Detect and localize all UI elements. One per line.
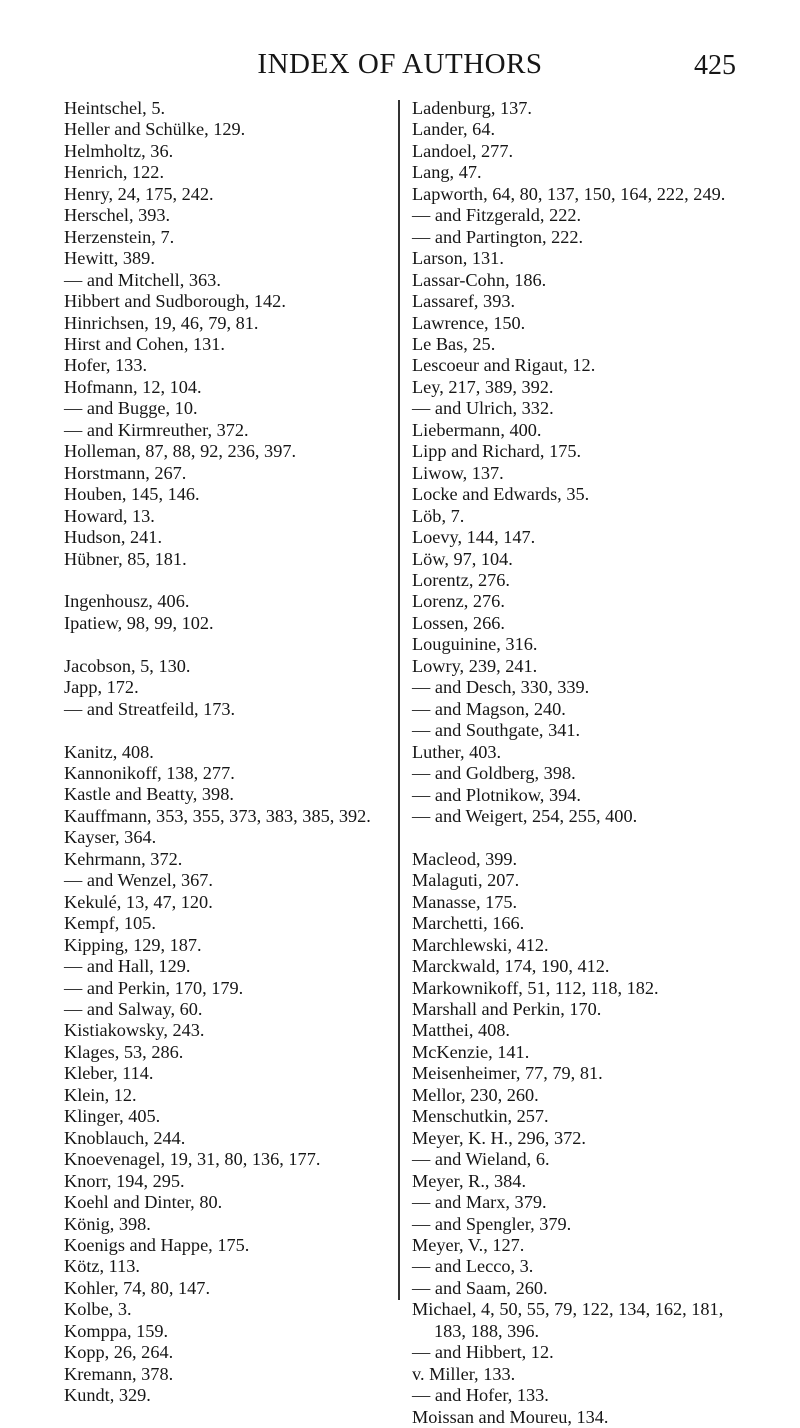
index-entry: Knorr, 194, 295. (64, 1170, 185, 1191)
index-entry: Hirst and Cohen, 131. (64, 333, 225, 354)
index-entry: Henry, 24, 175, 242. (64, 183, 214, 204)
index-entry: Heller and Schülke, 129. (64, 119, 246, 140)
index-entry: Kempf, 105. (64, 913, 156, 934)
index-entry: Hofmann, 12, 104. (64, 376, 202, 397)
index-entry: Larson, 131. (412, 248, 504, 269)
left-index-column (64, 98, 384, 1407)
index-entry: Louguinine, 316. (412, 634, 538, 655)
index-entry: — and Goldberg, 398. (412, 763, 576, 784)
page-number: 425 (694, 50, 736, 81)
index-entry: Lander, 64. (412, 119, 496, 140)
index-entry: Löb, 7. (412, 505, 465, 526)
index-entry: Kleber, 114. (64, 1063, 154, 1084)
index-entry: Malaguti, 207. (412, 870, 520, 891)
index-entry: Marchlewski, 412. (412, 934, 549, 955)
index-entry: Meyer, R., 384. (412, 1170, 527, 1191)
index-entry: Kanitz, 408. (64, 741, 154, 762)
index-entry: Kipping, 129, 187. (64, 934, 202, 955)
column-divider (398, 100, 400, 1300)
index-entry: König, 398. (64, 1213, 151, 1234)
index-entry: Ley, 217, 389, 392. (412, 376, 554, 397)
index-entry: Kauffmann, 353, 355, 373, 383, 385, 392. (64, 805, 371, 826)
index-entry: Kayser, 364. (64, 827, 157, 848)
index-entry: McKenzie, 141. (412, 1041, 530, 1062)
index-entry: Hudson, 241. (64, 527, 163, 548)
index-entry: — and Perkin, 170, 179. (64, 977, 244, 998)
index-entry: — and Hofer, 133. (412, 1385, 549, 1406)
index-entry: Manasse, 175. (412, 891, 518, 912)
index-entry: Kötz, 113. (64, 1256, 140, 1277)
index-entry: — and Mitchell, 363. (64, 269, 221, 290)
index-entry: Klages, 53, 286. (64, 1041, 184, 1062)
index-entry: Hewitt, 389. (64, 248, 155, 269)
index-entry: Helmholtz, 36. (64, 140, 174, 161)
index-entry: — and Bugge, 10. (64, 398, 198, 419)
index-entry: Kundt, 329. (64, 1385, 151, 1406)
index-entry: Klein, 12. (64, 1084, 137, 1105)
index-entry: — and Hibbert, 12. (412, 1342, 554, 1363)
index-entry: Liebermann, 400. (412, 419, 542, 440)
index-entry: Kehrmann, 372. (64, 848, 183, 869)
index-entry: Michael, 4, 50, 55, 79, 122, 134, 162, 181, 183, 188, 396. (412, 1299, 724, 1341)
index-entry: Ingenhousz, 406. (64, 591, 190, 612)
page-header (0, 44, 800, 84)
section-gap (64, 570, 384, 591)
index-entry: Knoevenagel, 19, 31, 80, 136, 177. (64, 1149, 321, 1170)
index-entry: Loevy, 144, 147. (412, 527, 536, 548)
index-entry: — and Partington, 222. (412, 226, 584, 247)
index-entry: — and Magson, 240. (412, 698, 566, 719)
index-entry: Herzenstein, 7. (64, 226, 175, 247)
index-entry: — and Marx, 379. (412, 1192, 547, 1213)
index-entry: Lapworth, 64, 80, 137, 150, 164, 222, 249. (412, 183, 726, 204)
index-entry: Matthei, 408. (412, 1020, 510, 1041)
index-entry: — and Kirmreuther, 372. (64, 419, 249, 440)
index-entry: Lowry, 239, 241. (412, 655, 538, 676)
section-gap (64, 634, 384, 655)
index-entry: Löw, 97, 104. (412, 548, 513, 569)
right-index-column (412, 98, 738, 1428)
index-entry: Houben, 145, 146. (64, 484, 200, 505)
index-entry: — and Hall, 129. (64, 956, 191, 977)
index-entry: Luther, 403. (412, 741, 502, 762)
index-entry: Le Bas, 25. (412, 333, 496, 354)
index-entry: Mellor, 230, 260. (412, 1084, 539, 1105)
index-entry: Liwow, 137. (412, 462, 504, 483)
index-entry: Kremann, 378. (64, 1363, 174, 1384)
index-entry: v. Miller, 133. (412, 1363, 516, 1384)
index-entry: Menschutkin, 257. (412, 1106, 549, 1127)
index-entry: Lassar-Cohn, 186. (412, 269, 547, 290)
index-entry: Hofer, 133. (64, 355, 148, 376)
index-entry: — and Southgate, 341. (412, 720, 581, 741)
index-entry: — and Lecco, 3. (412, 1256, 534, 1277)
index-entry: Howard, 13. (64, 505, 155, 526)
index-entry: Horstmann, 267. (64, 462, 187, 483)
index-entry: — and Streatfeild, 173. (64, 698, 236, 719)
index-entry: Kekulé, 13, 47, 120. (64, 891, 213, 912)
index-entry: Ipatiew, 98, 99, 102. (64, 612, 214, 633)
index-entry: Marckwald, 174, 190, 412. (412, 956, 610, 977)
index-entry: Lawrence, 150. (412, 312, 526, 333)
index-entry: Lang, 47. (412, 162, 482, 183)
index-entry: Macleod, 399. (412, 848, 518, 869)
index-entry: Markownikoff, 51, 112, 118, 182. (412, 977, 659, 998)
index-entry: — and Wieland, 6. (412, 1149, 550, 1170)
index-entry: Marshall and Perkin, 170. (412, 999, 602, 1020)
index-entry: Lorentz, 276. (412, 569, 510, 590)
index-entry: Lorenz, 276. (412, 591, 505, 612)
index-entry: Henrich, 122. (64, 162, 165, 183)
index-entry: Lescoeur and Rigaut, 12. (412, 355, 596, 376)
index-entry: Lassaref, 393. (412, 291, 516, 312)
index-entry: Moissan and Moureu, 134. (412, 1406, 609, 1427)
index-entry: — and Ulrich, 332. (412, 398, 554, 419)
index-entry: Koehl and Dinter, 80. (64, 1192, 223, 1213)
index-entry: Hinrichsen, 19, 46, 79, 81. (64, 312, 259, 333)
index-entry: — and Weigert, 254, 255, 400. (412, 805, 638, 826)
index-entry: Lossen, 266. (412, 612, 505, 633)
index-entry: — and Saam, 260. (412, 1277, 548, 1298)
index-entry: Meyer, V., 127. (412, 1235, 525, 1255)
index-entry: Hibbert and Sudborough, 142. (64, 291, 286, 312)
index-entry: Kistiakowsky, 243. (64, 1020, 205, 1041)
index-entry: Kohler, 74, 80, 147. (64, 1277, 211, 1298)
index-entry: Locke and Edwards, 35. (412, 484, 590, 505)
index-entry: Herschel, 393. (64, 205, 171, 226)
index-entry: Koenigs and Happe, 175. (64, 1234, 250, 1255)
index-entry: Japp, 172. (64, 677, 139, 698)
index-entry: Holleman, 87, 88, 92, 236, 397. (64, 441, 297, 462)
index-entry: Heintschel, 5. (64, 98, 166, 118)
index-entry: Jacobson, 5, 130. (64, 655, 191, 676)
index-entry: Kopp, 26, 264. (64, 1342, 174, 1363)
index-entry: — and Spengler, 379. (412, 1213, 572, 1234)
index-entry: Komppa, 159. (64, 1320, 169, 1341)
index-entry: Landoel, 277. (412, 140, 514, 161)
index-entry: Ladenburg, 137. (412, 98, 532, 118)
index-entry: — and Salway, 60. (64, 998, 203, 1019)
page-title: INDEX OF AUTHORS (257, 48, 543, 80)
index-entry: Meyer, K. H., 296, 372. (412, 1127, 586, 1148)
section-gap (64, 720, 384, 741)
index-entry: Kannonikoff, 138, 277. (64, 763, 235, 783)
index-entry: Kolbe, 3. (64, 1299, 132, 1320)
index-entry: Hübner, 85, 181. (64, 548, 187, 569)
index-entry: — and Desch, 330, 339. (412, 677, 590, 698)
index-entry: — and Plotnikow, 394. (412, 784, 581, 805)
index-entry: Knoblauch, 244. (64, 1127, 186, 1148)
index-entry: Marchetti, 166. (412, 913, 525, 934)
index-entry: Kastle and Beatty, 398. (64, 784, 234, 805)
index-entry: Klinger, 405. (64, 1106, 161, 1127)
index-entry: — and Fitzgerald, 222. (412, 205, 582, 226)
index-entry: Lipp and Richard, 175. (412, 441, 582, 462)
index-entry: Meisenheimer, 77, 79, 81. (412, 1063, 603, 1084)
index-entry: — and Wenzel, 367. (64, 870, 213, 891)
section-gap (412, 827, 738, 848)
